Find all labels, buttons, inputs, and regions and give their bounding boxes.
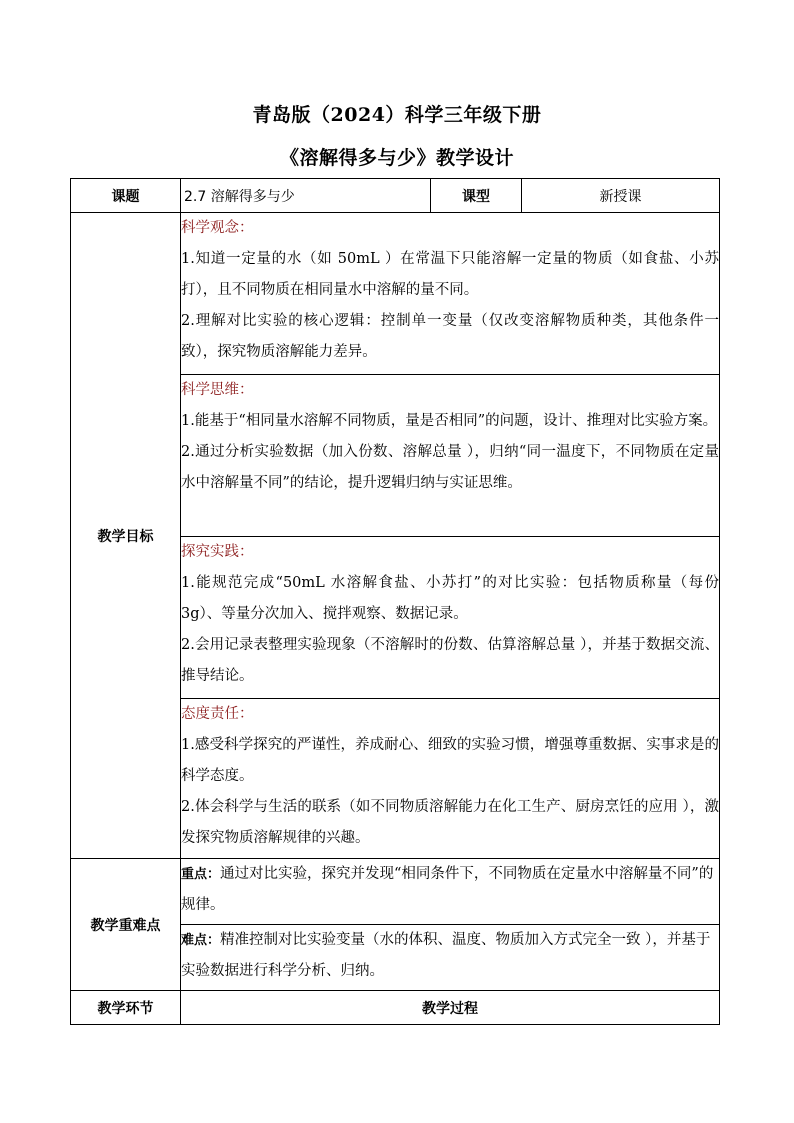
section-heading: 科学观念： xyxy=(181,220,254,236)
section-item: 2.会用记录表整理实验现象（不溶解时的份数、估算溶解总量 ），并基于数据交流、推导结论。 xyxy=(181,637,719,684)
section-item: 1.知道一定量的水（如 50mL ）在常温下只能溶解一定量的物质（如食盐、小苏打），且不同物质在相同量水中溶解的量不同。 xyxy=(181,251,719,298)
objectives-label: 教学目标 xyxy=(71,213,181,859)
section-item: 1.感受科学探究的严谨性，养成耐心、细致的实验习惯，增强尊重数据、实事求是的科学态度。 xyxy=(181,737,719,784)
difficulty-text: 精准控制对比实验变量（水的体积、温度、物质加入方式完全一致 ），并基于实验数据进行科学分析、归纳。 xyxy=(181,932,711,979)
lesson-plan-table xyxy=(70,178,720,1025)
objective-section-practice xyxy=(181,537,720,699)
objective-section-concept xyxy=(181,213,720,375)
topic-value: 2.7 溶解得多与少 xyxy=(181,179,431,213)
section-heading: 探究实践： xyxy=(181,544,254,560)
section-item: 2.体会科学与生活的联系（如不同物质溶解能力在化工生产、厨房烹饪的应用 ），激发探究物质溶解规律的兴趣。 xyxy=(181,799,719,846)
focus-label: 重点： xyxy=(181,867,221,882)
objective-section-thinking xyxy=(181,375,720,537)
section-heading: 态度责任： xyxy=(181,706,254,722)
section-item: 1.能基于“相同量水溶解不同物质，量是否相同”的问题，设计、推理对比实验方案。 xyxy=(181,413,718,429)
section-item: 2.理解对比实验的核心逻辑：控制单一变量（仅改变溶解物质种类，其他条件一致），探究物质溶解能力差异。 xyxy=(181,313,719,360)
type-value: 新授课 xyxy=(522,179,720,213)
difficulty-label: 难点： xyxy=(181,933,221,948)
process-label: 教学过程 xyxy=(181,991,720,1025)
type-label: 课型 xyxy=(431,179,522,213)
key-points-row-1 xyxy=(71,859,720,925)
focus-text: 通过对比实验，探究并发现“相同条件下，不同物质在定量水中溶解量不同”的规律。 xyxy=(181,866,714,913)
document-title: 青岛版（2024）科学三年级下册 xyxy=(252,104,542,126)
key-points-label: 教学重难点 xyxy=(71,859,181,991)
focus-cell xyxy=(181,859,720,925)
section-item: 2.通过分析实验数据（加入份数、溶解总量 ），归纳“同一温度下，不同物质在定量水中溶解量不同”的结论，提升逻辑归纳与实证思维。 xyxy=(181,444,719,491)
process-header-row xyxy=(71,991,720,1025)
topic-row xyxy=(71,179,720,213)
section-heading: 科学思维： xyxy=(181,382,254,398)
stage-label: 教学环节 xyxy=(71,991,181,1025)
objective-row-1 xyxy=(71,213,720,375)
document-subtitle: 《溶解得多与少》教学设计 xyxy=(279,147,514,169)
topic-label: 课题 xyxy=(71,179,181,213)
objective-section-attitude xyxy=(181,699,720,859)
section-item: 1.能规范完成“50mL 水溶解食盐、小苏打”的对比实验：包括物质称量（每份 3g）、等量分次加入、搅拌观察、数据记录。 xyxy=(181,575,719,622)
difficulty-cell xyxy=(181,925,720,991)
